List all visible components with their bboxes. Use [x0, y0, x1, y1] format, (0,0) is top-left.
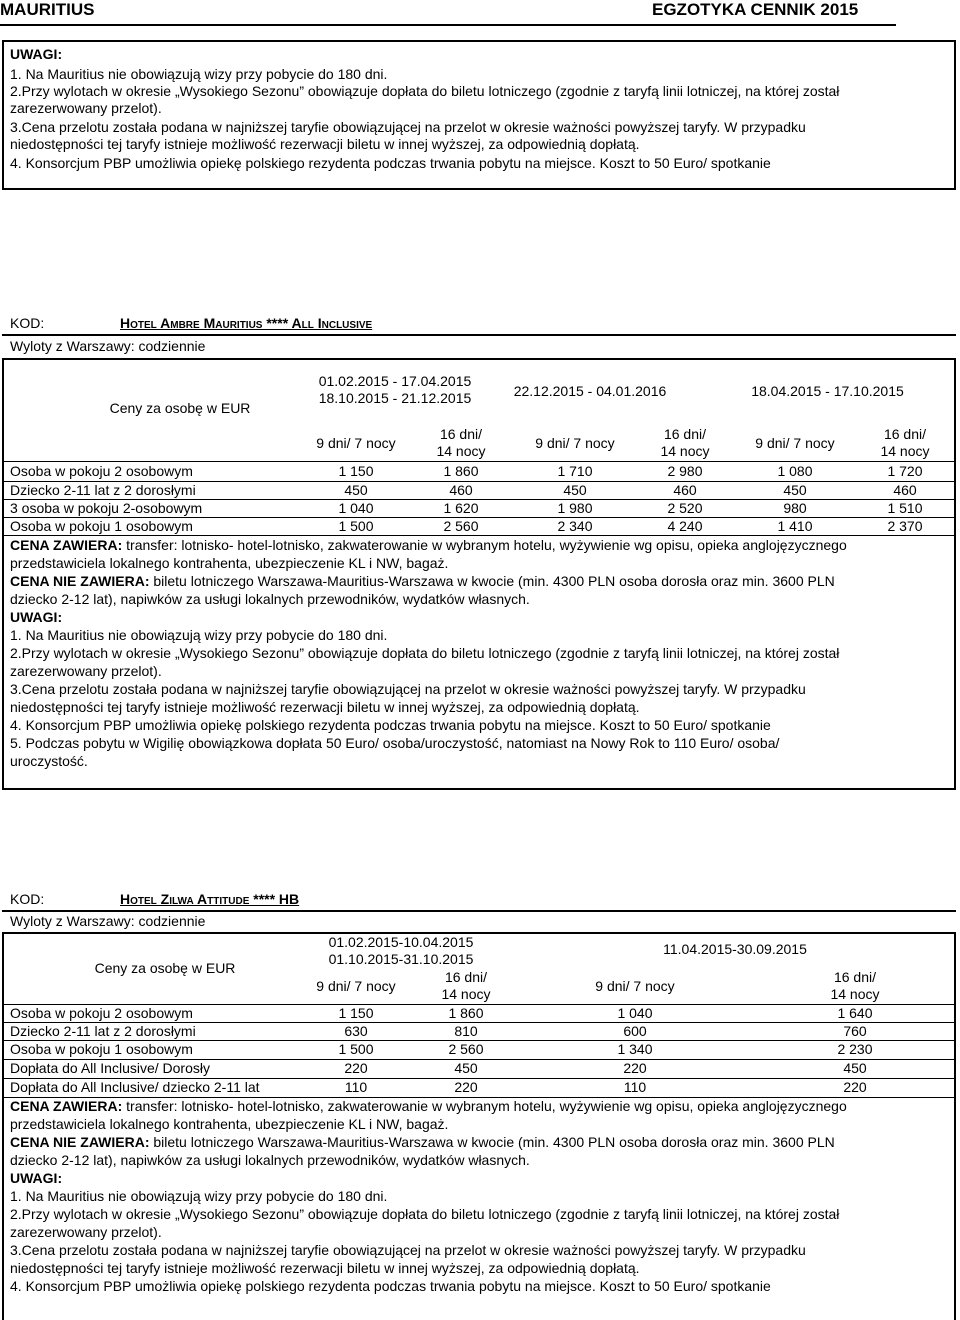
hotel1-cell: 1 980 [557, 500, 593, 516]
hotel2-cell: 220 [344, 1060, 368, 1076]
top-note-4: 4. Konsorcjum PBP umożliwia opiekę polskiego rezydenta podczas trwania pobytu na miejsce. Koszt to 50 Euro/ spotkanie [10, 155, 771, 171]
hotel1-note-2b: zarezerwowany przelot). [10, 663, 162, 679]
hotel1-notes-heading: UWAGI: [10, 609, 63, 625]
hotel2-period-1b: 01.10.2015-31.10.2015 [328, 951, 474, 967]
hotel1-note-5b: uroczystość. [10, 753, 88, 769]
hotel2-cell: 220 [454, 1079, 478, 1095]
hotel2-cell: 220 [843, 1079, 867, 1095]
hotel1-cell: 2 560 [443, 518, 479, 534]
hotel1-cell: 1 720 [887, 463, 923, 479]
hotel2-note-2a: 2.Przy wylotach w okresie „Wysokiego Sezonu” obowiązuje dopłata do biletu lotniczego (zgodnie z taryfą linii lotniczej, na której został [10, 1206, 840, 1222]
hotel2-flights: Wyloty z Warszawy: codziennie [10, 913, 206, 929]
hotel1-cell: 980 [783, 500, 807, 516]
hotel1-note-3b: niedostępności tej taryfy istnieje możliwość rezerwacji biletu w innej wyższej, za odpowiednią dopłatą. [10, 699, 640, 715]
hotel1-cell: 2 980 [667, 463, 703, 479]
hotel1-cell: 2 340 [557, 518, 593, 534]
hotel1-cell: 1 040 [338, 500, 374, 516]
top-note-3a: 3.Cena przelotu została podana w najniższej taryfie obowiązującej na przelot w okresie ważności powyższej taryfy. W przypadku [10, 119, 806, 135]
hotel1-includes-label: CENA ZAWIERA: [10, 537, 123, 553]
hotel2-dur-short-2: 9 dni/ 7 nocy [595, 978, 675, 994]
hotel1-flights: Wyloty z Warszawy: codziennie [10, 338, 206, 354]
hotel2-name: Hotel Zilwa Attitude **** HB [120, 891, 300, 907]
hotel2-cell: 1 340 [617, 1041, 653, 1057]
hotel2-cell: 630 [344, 1023, 368, 1039]
hotel2-cell: 110 [623, 1079, 647, 1095]
hotel1-dur-long-1a: 16 dni/ [439, 426, 483, 442]
hotel2-cell: 1 860 [448, 1005, 484, 1021]
hotel2-cell: 1 500 [338, 1041, 374, 1057]
hotel2-includes [10, 1098, 847, 1115]
hotel2-dur-short-1: 9 dni/ 7 nocy [316, 978, 396, 994]
hotel2-divider [2, 910, 956, 912]
hotel1-cell: 450 [344, 482, 368, 498]
hotel1-excludes [10, 573, 835, 590]
hotel1-period-1a: 01.02.2015 - 17.04.2015 [318, 373, 472, 389]
hotel1-note-4: 4. Konsorcjum PBP umożliwia opiekę polskiego rezydenta podczas trwania pobytu na miejsce. Koszt to 50 Euro/ spotkanie [10, 717, 771, 733]
hotel1-row-label: 3 osoba w pokoju 2-osobowym [10, 500, 203, 516]
hotel2-dur-long-2b: 14 nocy [830, 986, 880, 1002]
top-notes-heading: UWAGI: [10, 46, 63, 62]
hotel2-row-label: Dziecko 2-11 lat z 2 dorosłymi [10, 1023, 196, 1039]
hotel2-includes-text-b: przedstawiciela lokalnego kontrahenta, ubezpieczenie KL i NW, bagaż. [10, 1116, 449, 1132]
hotel2-includes-text-a: transfer: lotnisko- hotel-lotnisko, zakwaterowanie w wybranym hotelu, wyżywienie wg opisu, opieka anglojęzycznego [122, 1098, 847, 1114]
hotel1-name: Hotel Ambre Mauritius **** All Inclusive [120, 315, 373, 331]
hotel2-dur-long-1b: 14 nocy [441, 986, 491, 1002]
hotel2-cell: 600 [623, 1023, 647, 1039]
hotel2-note-3b: niedostępności tej taryfy istnieje możliwość rezerwacji biletu w innej wyższej, za odpowiednią dopłatą. [10, 1260, 640, 1276]
hotel2-note-1: 1. Na Mauritius nie obowiązują wizy przy pobycie do 180 dni. [10, 1188, 388, 1204]
hotel1-row-label: Osoba w pokoju 2 osobowym [10, 463, 193, 479]
top-note-2a: 2.Przy wylotach w okresie „Wysokiego Sezonu” obowiązuje dopłata do biletu lotniczego (zgodnie z taryfą linii lotniczej, na której został [10, 83, 840, 99]
hotel2-cell: 2 560 [448, 1041, 484, 1057]
hotel1-row-label: Dziecko 2-11 lat z 2 dorosłymi [10, 482, 196, 498]
hotel1-cell: 1 620 [443, 500, 479, 516]
hotel2-excludes-text-b: dziecko 2-12 lat), napiwków za usługi lokalnych przewodników, wydatków własnych. [10, 1152, 530, 1168]
hotel2-excludes-label: CENA NIE ZAWIERA: [10, 1134, 150, 1150]
hotel1-cell: 1 080 [777, 463, 813, 479]
hotel2-notes-heading: UWAGI: [10, 1170, 63, 1186]
hotel1-kod-label: KOD: [10, 315, 45, 331]
hotel1-row-label: Osoba w pokoju 1 osobowym [10, 518, 193, 534]
hotel1-cell: 1 500 [338, 518, 374, 534]
hotel1-dur-long-2a: 16 dni/ [663, 426, 707, 442]
hotel1-includes-text-b: przedstawiciela lokalnego kontrahenta, ubezpieczenie KL i NW, bagaż. [10, 555, 449, 571]
hotel2-cell: 1 640 [837, 1005, 873, 1021]
hotel1-includes-text-a: transfer: lotnisko- hotel-lotnisko, zakwaterowanie w wybranym hotelu, wyżywienie wg opisu, opieka anglojęzycznego [122, 537, 847, 553]
hotel1-dur-long-3b: 14 nocy [880, 443, 930, 459]
hotel1-dur-short-3: 9 dni/ 7 nocy [755, 435, 835, 451]
hotel2-cell: 1 040 [617, 1005, 653, 1021]
hotel1-cell: 1 510 [887, 500, 923, 516]
hotel1-excludes-label: CENA NIE ZAWIERA: [10, 573, 150, 589]
hotel2-cell: 810 [454, 1023, 478, 1039]
hotel1-dur-short-2: 9 dni/ 7 nocy [535, 435, 615, 451]
hotel1-cell: 450 [783, 482, 807, 498]
hotel2-cell: 2 230 [837, 1041, 873, 1057]
hotel1-period-3: 18.04.2015 - 17.10.2015 [751, 383, 904, 399]
hotel1-note-5a: 5. Podczas pobytu w Wigilię obowiązkowa dopłata 50 Euro/ osoba/uroczystość, natomiast na Nowy Rok to 110 Euro/ osoba/ [10, 735, 780, 751]
hotel2-row-label: Dopłata do All Inclusive/ dziecko 2-11 lat [10, 1079, 260, 1095]
hotel2-cell: 110 [344, 1079, 368, 1095]
hotel2-cell: 220 [623, 1060, 647, 1076]
hotel1-cell: 1 860 [443, 463, 479, 479]
hotel2-note-3a: 3.Cena przelotu została podana w najniższej taryfie obowiązującej na przelot w okresie ważności powyższej taryfy. W przypadku [10, 1242, 806, 1258]
hotel2-row-label: Dopłata do All Inclusive/ Dorosły [10, 1060, 210, 1076]
hotel1-table-line [4, 461, 954, 462]
hotel1-cell: 2 520 [667, 500, 703, 516]
header-destination: MAURITIUS [0, 0, 95, 19]
hotel1-dur-long-3a: 16 dni/ [883, 426, 927, 442]
hotel1-excludes-text-a: biletu lotniczego Warszawa-Mauritius-Warszawa w kwocie (min. 4300 PLN osoba dorosła oraz min. 3600 PLN [149, 573, 835, 589]
hotel1-cell: 1 410 [777, 518, 813, 534]
hotel2-cell: 450 [454, 1060, 478, 1076]
hotel1-cell: 460 [893, 482, 917, 498]
hotel1-prices-label: Ceny za osobę w EUR [109, 400, 251, 416]
hotel2-cell: 1 150 [338, 1005, 374, 1021]
hotel2-period-1a: 01.02.2015-10.04.2015 [328, 934, 474, 950]
hotel1-cell: 4 240 [667, 518, 703, 534]
hotel1-cell: 1 150 [338, 463, 374, 479]
hotel1-includes [10, 537, 847, 554]
hotel1-note-2a: 2.Przy wylotach w okresie „Wysokiego Sezonu” obowiązuje dopłata do biletu lotniczego (zgodnie z taryfą linii lotniczej, na której został [10, 645, 840, 661]
hotel1-dur-long-1b: 14 nocy [436, 443, 486, 459]
hotel1-dur-short-1: 9 dni/ 7 nocy [316, 435, 396, 451]
top-note-2b: zarezerwowany przelot). [10, 100, 162, 116]
hotel1-note-3a: 3.Cena przelotu została podana w najniższej taryfie obowiązującej na przelot w okresie ważności powyższej taryfy. W przypadku [10, 681, 806, 697]
hotel1-cell: 1 710 [557, 463, 593, 479]
hotel1-period-1b: 18.10.2015 - 21.12.2015 [318, 390, 472, 406]
top-note-1: 1. Na Mauritius nie obowiązują wizy przy pobycie do 180 dni. [10, 66, 388, 82]
header-catalog-title: EGZOTYKA CENNIK 2015 [652, 0, 859, 19]
hotel2-prices-label: Ceny za osobę w EUR [94, 960, 236, 976]
hotel1-note-1: 1. Na Mauritius nie obowiązują wizy przy pobycie do 180 dni. [10, 627, 388, 643]
hotel2-period-2: 11.04.2015-30.09.2015 [663, 941, 807, 957]
hotel2-kod-label: KOD: [10, 891, 45, 907]
hotel1-divider [2, 334, 956, 336]
hotel2-excludes-text-a: biletu lotniczego Warszawa-Mauritius-Warszawa w kwocie (min. 4300 PLN osoba dorosła oraz min. 3600 PLN [149, 1134, 835, 1150]
hotel1-cell: 2 370 [887, 518, 923, 534]
hotel1-excludes-text-b: dziecko 2-12 lat), napiwków za usługi lokalnych przewodników, wydatków własnych. [10, 591, 530, 607]
hotel2-excludes [10, 1134, 835, 1151]
hotel2-row-label: Osoba w pokoju 2 osobowym [10, 1005, 193, 1021]
hotel2-includes-label: CENA ZAWIERA: [10, 1098, 123, 1114]
hotel2-dur-long-2a: 16 dni/ [833, 969, 877, 985]
hotel2-row-label: Osoba w pokoju 1 osobowym [10, 1041, 193, 1057]
top-note-3b: niedostępności tej taryfy istnieje możliwość rezerwacji biletu w innej wyższej, za odpowiednią dopłatą. [10, 136, 640, 152]
hotel2-note-2b: zarezerwowany przelot). [10, 1224, 162, 1240]
hotel2-note-4: 4. Konsorcjum PBP umożliwia opiekę polskiego rezydenta podczas trwania pobytu na miejsce. Koszt to 50 Euro/ spotkanie [10, 1278, 771, 1294]
hotel1-cell: 460 [449, 482, 473, 498]
hotel1-dur-long-2b: 14 nocy [660, 443, 710, 459]
hotel1-period-2: 22.12.2015 - 04.01.2016 [513, 383, 667, 399]
hotel1-cell: 460 [673, 482, 697, 498]
hotel2-cell: 760 [843, 1023, 867, 1039]
hotel2-dur-long-1a: 16 dni/ [444, 969, 488, 985]
hotel1-cell: 450 [563, 482, 587, 498]
hotel2-cell: 450 [843, 1060, 867, 1076]
hotel1-table-line [4, 535, 954, 536]
